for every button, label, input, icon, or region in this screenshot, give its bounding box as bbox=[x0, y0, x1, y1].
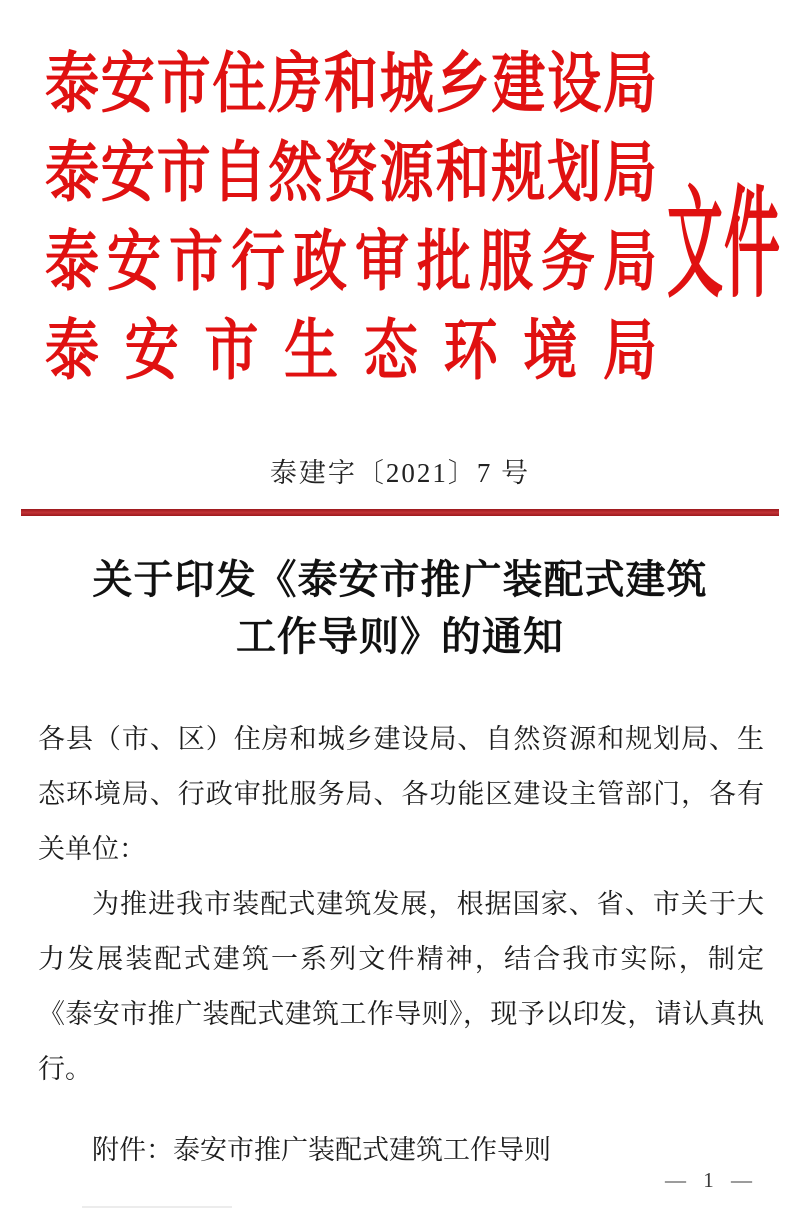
attachment-line: 附件：泰安市推广装配式建筑工作导则 bbox=[92, 1135, 551, 1165]
page-number: — 1 — bbox=[665, 1168, 758, 1192]
letterhead-doc-mark: 文件 bbox=[667, 180, 781, 314]
document-title-line-1: 关于印发《泰安市推广装配式建筑 bbox=[92, 557, 708, 602]
letterhead bbox=[45, 40, 657, 396]
letterhead-org-line-1: 泰安市住房和城乡建设局 bbox=[45, 47, 657, 121]
document-number: 泰建字〔2021〕7 号 bbox=[269, 458, 531, 488]
red-divider-rule bbox=[21, 509, 779, 516]
document-body bbox=[38, 712, 764, 1178]
document-title-line-2: 工作导则》的通知 bbox=[236, 614, 564, 659]
document-title bbox=[0, 551, 800, 665]
letterhead-org-line-2: 泰安市自然资源和规划局 bbox=[45, 136, 657, 210]
scan-artifact-line bbox=[82, 1206, 232, 1208]
letterhead-org-line-3: 泰安市行政审批服务局 bbox=[45, 225, 657, 299]
salutation-paragraph: 各县（市、区）住房和城乡建设局、自然资源和规划局、生态环境局、行政审批服务局、各功能区建设主管部门，各有关单位： bbox=[38, 724, 764, 864]
letterhead-org-line-4: 泰安市生态环境局 bbox=[45, 314, 657, 388]
main-paragraph: 为推进我市装配式建筑发展，根据国家、省、市关于大力发展装配式建筑一系列文件精神，结合我市实际，制定《泰安市推广装配式建筑工作导则》，现予以印发，请认真执行。 bbox=[38, 889, 764, 1084]
